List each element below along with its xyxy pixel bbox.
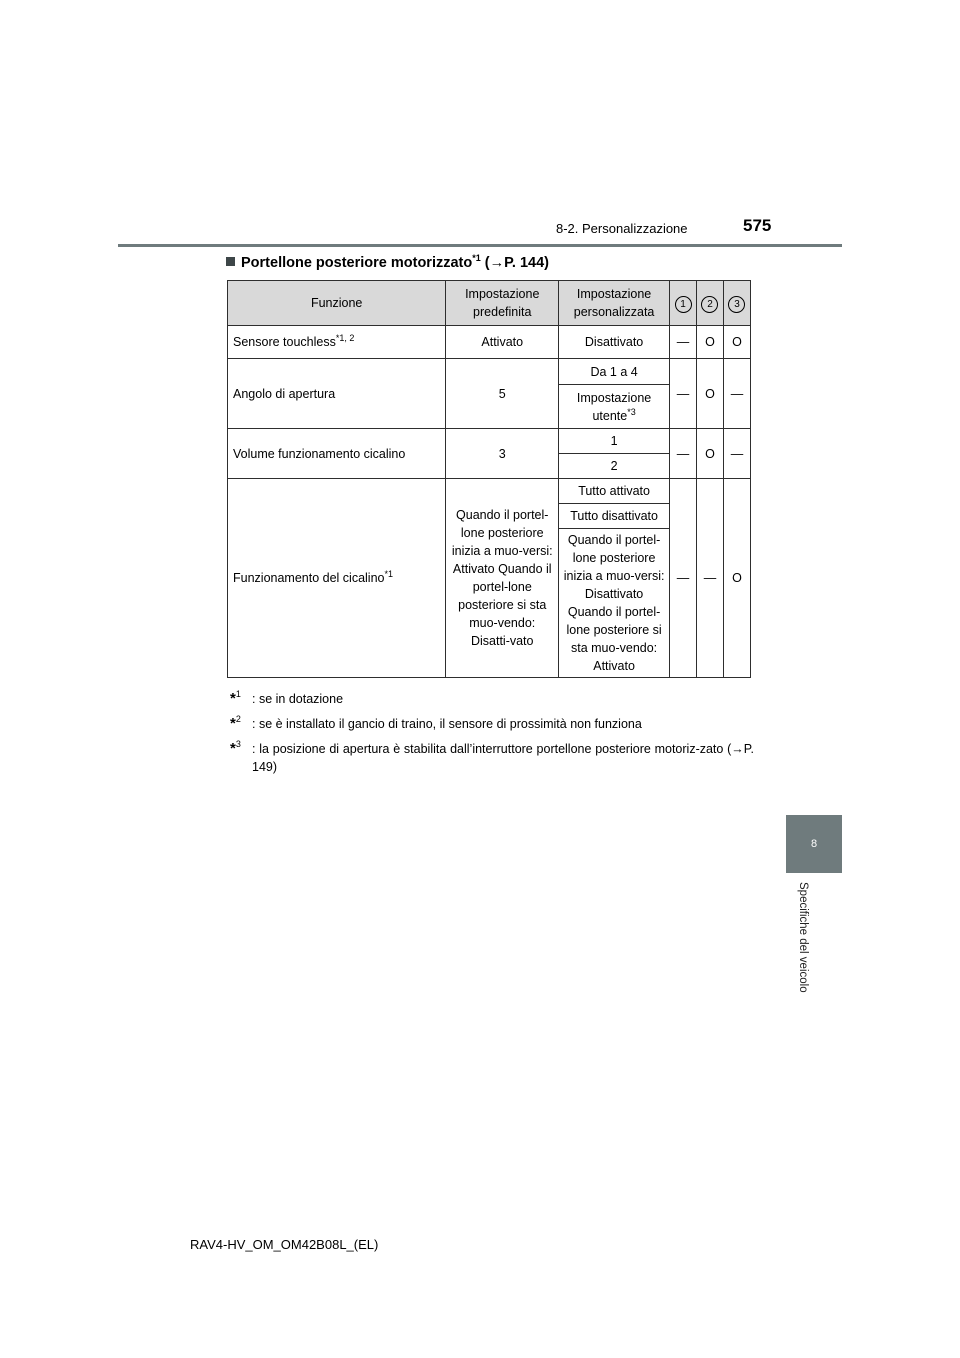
method-2-cell: O bbox=[697, 359, 724, 429]
default-cell: 5 bbox=[446, 359, 559, 429]
method-1-cell: — bbox=[670, 326, 697, 359]
footnotes bbox=[230, 690, 754, 783]
function-cell: Angolo di apertura bbox=[228, 359, 446, 429]
square-bullet-icon bbox=[226, 257, 235, 266]
header-function: Funzione bbox=[228, 281, 446, 326]
table-row bbox=[228, 429, 751, 454]
custom-cell bbox=[559, 385, 670, 429]
default-cell: Quando il portel-lone posteriore inizia a muo-versi: Attivato Quando il portel-lone posteriore si sta muo-vendo: Disatti-vato bbox=[446, 479, 559, 678]
footnote-text: : se in dotazione bbox=[252, 692, 344, 706]
chapter-tab: 8 bbox=[786, 815, 842, 873]
function-cell bbox=[228, 326, 446, 359]
section-page-ref: (→P. 144) bbox=[480, 255, 549, 271]
method-3-cell: O bbox=[723, 326, 750, 359]
method-3-cell: — bbox=[723, 429, 750, 479]
custom-label: Impostazione utente bbox=[576, 390, 652, 423]
table-header-row bbox=[228, 281, 751, 326]
custom-cell: Tutto disattivato bbox=[559, 504, 670, 529]
method-2-cell: O bbox=[697, 429, 724, 479]
footnote-mark: *$^1$ bbox=[230, 689, 241, 707]
footnote-ref: *3 bbox=[627, 406, 636, 417]
header-method-3 bbox=[723, 281, 750, 326]
header-method-2 bbox=[697, 281, 724, 326]
method-3-cell: — bbox=[723, 359, 750, 429]
method-2-cell: — bbox=[697, 479, 724, 678]
table-row bbox=[228, 479, 751, 504]
method-1-cell: — bbox=[670, 359, 697, 429]
function-label: Sensore touchless bbox=[233, 335, 336, 349]
default-cell: Attivato bbox=[446, 326, 559, 359]
method-3-cell: O bbox=[723, 479, 750, 678]
custom-cell: Disattivato bbox=[559, 326, 670, 359]
circled-number-3-icon: 3 bbox=[728, 296, 745, 313]
settings-table bbox=[227, 280, 751, 678]
header-default: Impostazione predefinita bbox=[446, 281, 559, 326]
table-row bbox=[228, 359, 751, 385]
default-cell: 3 bbox=[446, 429, 559, 479]
chapter-title: Specifiche del veicolo bbox=[797, 882, 809, 993]
section-heading-footnote-ref: *1 bbox=[472, 253, 481, 264]
document-code: RAV4-HV_OM_OM42B08L_(EL) bbox=[190, 1237, 379, 1252]
footnote bbox=[230, 715, 754, 733]
footnote-text: : se è installato il gancio di traino, il sensore di prossimità non funziona bbox=[252, 717, 642, 731]
method-1-cell: — bbox=[670, 429, 697, 479]
footnote-mark: *$^2$ bbox=[230, 714, 241, 732]
page-number: 575 bbox=[743, 216, 772, 235]
table-row bbox=[228, 326, 751, 359]
header-section-title: 8-2. Personalizzazione bbox=[556, 221, 688, 236]
footnote-text: : la posizione di apertura è stabilita dall’interruttore portellone posteriore motoriz-zato (→P. 149) bbox=[252, 742, 754, 774]
header-custom: Impostazione personalizzata bbox=[559, 281, 670, 326]
footnote bbox=[230, 690, 754, 708]
function-cell: Volume funzionamento cicalino bbox=[228, 429, 446, 479]
footnote-mark: *$^3$ bbox=[230, 739, 241, 757]
method-2-cell: O bbox=[697, 326, 724, 359]
section-heading-text: Portellone posteriore motorizzato bbox=[241, 255, 473, 271]
custom-cell: 2 bbox=[559, 454, 670, 479]
circled-number-1-icon: 1 bbox=[675, 296, 692, 313]
header-method-1 bbox=[670, 281, 697, 326]
footnote-ref: *1, 2 bbox=[335, 332, 355, 343]
custom-cell: Da 1 a 4 bbox=[559, 359, 670, 385]
method-1-cell: — bbox=[670, 479, 697, 678]
circled-number-2-icon: 2 bbox=[701, 296, 718, 313]
footnote-ref: *1 bbox=[384, 568, 393, 579]
footnote bbox=[230, 740, 754, 776]
custom-cell: Quando il portel-lone posteriore inizia a muo-versi: Disattivato Quando il portel-lone posteriore si sta muo-vendo: Attivato bbox=[559, 529, 670, 678]
custom-cell: 1 bbox=[559, 429, 670, 454]
section-heading bbox=[226, 255, 549, 271]
custom-cell: Tutto attivato bbox=[559, 479, 670, 504]
function-cell bbox=[228, 479, 446, 678]
header-divider bbox=[118, 244, 842, 247]
function-label: Funzionamento del cicalino bbox=[233, 571, 385, 585]
